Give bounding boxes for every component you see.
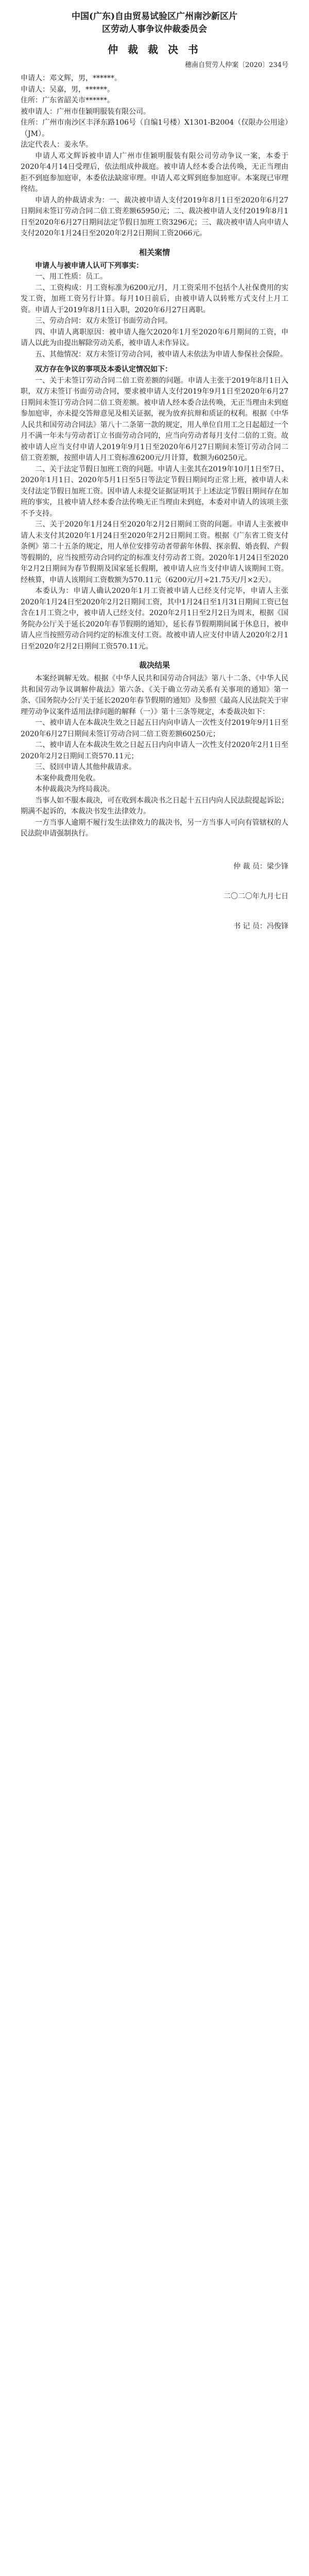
party-respondent: 被申请人：广州市佳颖明服装有限公司。: [21, 107, 150, 116]
dispute-paragraph: 一、关于未签订劳动合同二倍工资差额的问题。申请人主张于2019年8月1日入职，双方未签订书面劳动合同，要求被申请人支付2019年9月1日至2020年6月27日期间未签订劳动合同二倍工资差额。被申请人经本委合法传唤，无正当理由未到庭参加庭审，亦未提交答辩意见及相关证据，视为放弃抗辩和质证的权利。根据《中华人民共和国劳动合同法》第八十二条第一款的规定，用人单位自用工之日起超过一个月不满一年未与劳动者订立书面劳动合同的，应当向劳动者每月支付二倍的工资。故被申请人应当支付申请人2019年9月1日至2020年6月27日期间未签订劳动合同二倍工资差额，按照申请人月工资标准6200元/月计算，数额为60250元。: [21, 376, 288, 462]
party-respondent-address: 住所：广州市南沙区丰泽东路106号（自编1号楼）X1301-B2004（仅限办公用途）（JM）。: [21, 118, 288, 138]
fact-paragraph: 一、用工性质：员工。: [35, 273, 107, 281]
fact-paragraph: 四、申请人离职原因：被申请人拖欠2020年1月至2020年6月期间的工资，申请人以此为由提出解除劳动关系，被申请人未作异议。: [21, 328, 288, 347]
intro-paragraph: 申请人邓文辉诉被申请人广州市佳颖明服装有限公司劳动争议一案，本委于2020年4月14日受理后，依法组成仲裁庭。被申请人经本委合法传唤，无正当理由拒不到庭参加庭审，本委依法缺席审理。申请人邓文辉到庭参加庭审。本案现已审理终结。: [21, 151, 288, 193]
closing-paragraph: 本仲裁裁决为终局裁决。: [35, 785, 114, 793]
arbitrator-signature: 仲 裁 员：梁少锋: [233, 862, 288, 871]
dispute-paragraph: 三、关于2020年1月24日至2020年2月2日期间工资的问题。申请人主张被申请人未支付其2020年1月24日至2020年2月2日期间工资。根据《广东省工资支付条例》第二十五条的规定，用人单位安排劳动者带薪年休假、探亲假、婚丧假、产假等假期的，应当按照劳动合同约定的标准支付劳动者工资。2020年1月24日至2020年2月2日期间为春节假期及国家延长假期，被申请人应当支付申请人该期间工资。经核算，申请人该期间工资数额为570.11元（6200元/月÷21.75天/月×2天）。: [21, 520, 288, 584]
ruling-item: 三、驳回申请人其他仲裁请求。: [35, 763, 136, 771]
section-facts-subtitle: 申请人与被申请人认可下列事实：: [35, 261, 143, 270]
closing-paragraph: 本案仲裁费用免收。: [35, 774, 100, 783]
document-number: 穗南自贸劳人仲案〔2020〕234号: [185, 61, 288, 69]
party-applicant-address: 住所：广东省韶关市******。: [21, 96, 114, 105]
claims-paragraph: 申请人的仲裁请求为：一、裁决被申请人支付2019年8月1日至2020年6月27日期间未签订劳动合同二倍工资差额65950元；二、裁决被申请人支付2019年8月1日至2020年6月27日期间法定节假日加班工资3296元；三、裁决被申请人向申请人支付2020年1月24日至2020年2月2日期间工资2066元。: [21, 196, 288, 238]
issuer-title-line2: 区劳动人事争议仲裁委员会: [102, 24, 207, 35]
document-title: 仲 裁 裁 决 书: [108, 43, 201, 56]
section-dispute-title: 双方存在争议的事项及本委认定情况如下：: [35, 365, 172, 374]
party-applicant-1: 申请人：邓文辉，男，******。: [21, 74, 122, 82]
ruling-intro: 本案经调解无效。根据《中华人民共和国劳动合同法》第八十二条、《中华人民共和国劳动争议调解仲裁法》第六条、《关于确立劳动关系有关事项的通知》第一条、《国务院办公厅关于延长2020年春节假期的通知》及参照《最高人民法院关于审理劳动争议案件适用法律问题的解释（一）》第十三条等规定，本委裁决如下：: [21, 674, 288, 716]
issuer-title-line1: 中国(广东)自由贸易试验区广州南沙新区片: [71, 11, 238, 22]
ruling-item: 一、被申请人在本裁决生效之日起五日内向申请人一次性支付2019年9月1日至2020年6月27日期间未签订劳动合同二倍工资差额60250元；: [21, 719, 288, 738]
closing-paragraph: 当事人如不服本裁决，可在收到本裁决书之日起十五日内向人民法院提起诉讼；期满不起诉的，本裁决书发生法律效力。: [21, 796, 288, 816]
dispute-paragraph: 本委认为：申请人确认2020年1月工资被申请人已经支付完毕，申请人主张2020年1月24日至2020年2月2日期间工资，其中1月24日至1月31日期间工资已包含在1月工资之中，被申请人已经支付。2020年2月1日至2月2日为周末，根据《国务院办公厅关于延长2020年春节假期的通知》，延长春节假期期间属于休息日，被申请人应当按照劳动合同约定的标准支付工资。故被申请人应支付申请人2020年2月1日至2020年2月2日期间工资570.11元。: [21, 587, 288, 651]
clerk-signature: 书 记 员：冯俊锋: [233, 922, 288, 930]
dispute-paragraph: 二、关于法定节假日加班工资的问题。申请人主张其在2019年10月1日至7日、2020年1月1日、2020年5月1日至5日等法定节假日期间均正常上班，被申请人未支付法定节假日加班工资。因申请人未提交证据证明其于上述法定节假日期间存在加班的事实，且被申请人经本委合法传唤无正当理由未到庭，本委对申请人的该项主张不予支持。: [21, 465, 288, 518]
parties-block: [21, 73, 288, 151]
party-applicant-2: 申请人：吴嘉，男，******。: [21, 85, 114, 94]
ruling-item: 二、被申请人在本裁决生效之日起五日内向申请人一次性支付2020年2月1日至2020年2月2日期间工资570.11元；: [21, 741, 288, 760]
fact-paragraph: 三、劳动合同：双方未签订书面劳动合同。: [35, 317, 172, 325]
section-facts-title: 相关案情: [139, 247, 170, 257]
party-legal-rep: 法定代表人：姜永华。: [21, 141, 93, 149]
section-ruling-title: 裁决结果: [139, 660, 170, 670]
fact-paragraph: 五、其他情况：双方未签订劳动合同，被申请人未依法为申请人参保社会保险。: [35, 350, 287, 359]
fact-paragraph: 二、工资构成：月工资标准为6200元/月，月工资采用不包括个人社保费用的实发工资，加班工资另行计算。每月10日前后，由被申请人以转账方式支付上月工资。申请人于2019年8月1日入职，2020年6月27日离职。: [21, 283, 288, 314]
closing-paragraph: 一方当事人逾期不履行发生法律效力的裁决书，另一方当事人可向有管辖权的人民法院申请强制执行。: [21, 818, 288, 838]
decision-date: 二〇二〇年九月七日: [224, 892, 288, 901]
